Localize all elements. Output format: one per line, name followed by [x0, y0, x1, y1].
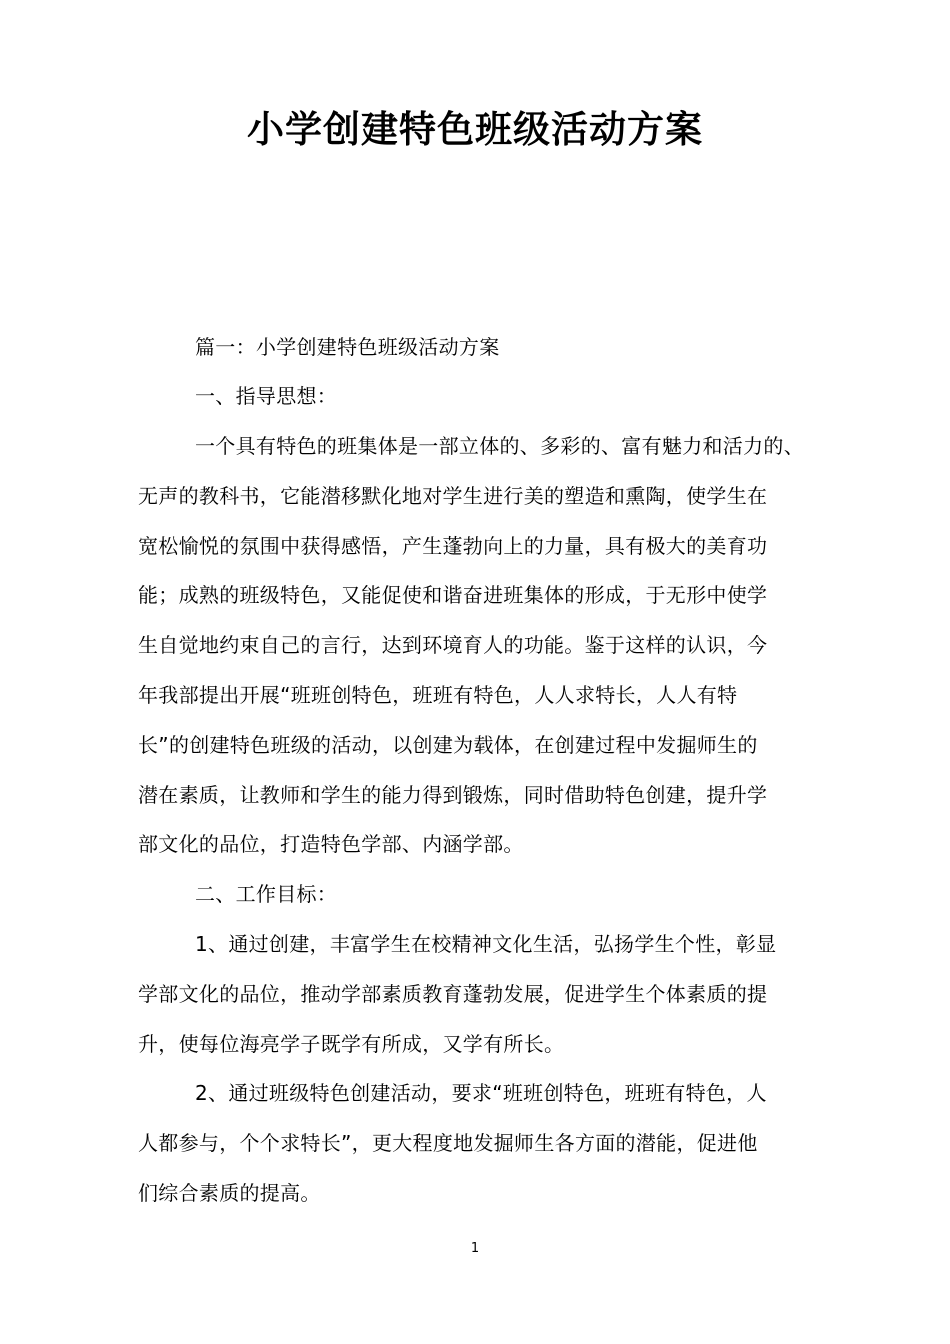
- paragraph-line: 人都参与，个个求特长”，更大程度地发掘师生各方面的潜能，促进他: [138, 1131, 758, 1155]
- paragraph-line: 2、通过班级特色创建活动，要求“班班创特色，班班有特色，人: [195, 1081, 767, 1105]
- paragraph-line: 生自觉地约束自己的言行，达到环境育人的功能。鉴于这样的认识，今: [138, 633, 768, 657]
- paragraph-line: 宽松愉悦的氛围中获得感悟，产生蓬勃向上的力量，具有极大的美育功: [138, 534, 768, 558]
- section-heading-guiding-ideology: 一、指导思想：: [195, 384, 338, 408]
- paragraph-line: 潜在素质，让教师和学生的能力得到锻炼，同时借助特色创建，提升学: [138, 783, 768, 807]
- paragraph-line: 能；成熟的班级特色，又能促使和谐奋进班集体的形成，于无形中使学: [138, 583, 768, 607]
- paragraph-line: 年我部提出开展“班班创特色，班班有特色，人人求特长，人人有特: [138, 683, 738, 707]
- document-title: 小学创建特色班级活动方案: [247, 108, 703, 151]
- paragraph-line: 们综合素质的提高。: [138, 1181, 321, 1205]
- section-heading-work-goals: 二、工作目标：: [195, 882, 338, 906]
- section-heading-part-one: 篇一：小学创建特色班级活动方案: [195, 335, 500, 359]
- paragraph-line: 长”的创建特色班级的活动，以创建为载体，在创建过程中发掘师生的: [138, 733, 758, 757]
- paragraph-line: 部文化的品位，打造特色学部、内涵学部。: [138, 832, 524, 856]
- paragraph-line: 1、通过创建，丰富学生在校精神文化生活，弘扬学生个性，彰显: [195, 932, 777, 956]
- paragraph-line: 一个具有特色的班集体是一部立体的、多彩的、富有魅力和活力的、: [195, 434, 804, 458]
- paragraph-line: 无声的教科书，它能潜移默化地对学生进行美的塑造和熏陶，使学生在: [138, 484, 768, 508]
- paragraph-line: 升，使每位海亮学子既学有所成，又学有所长。: [138, 1032, 565, 1056]
- paragraph-line: 学部文化的品位，推动学部素质教育蓬勃发展，促进学生个体素质的提: [138, 982, 768, 1006]
- page-number: 1: [470, 1241, 480, 1256]
